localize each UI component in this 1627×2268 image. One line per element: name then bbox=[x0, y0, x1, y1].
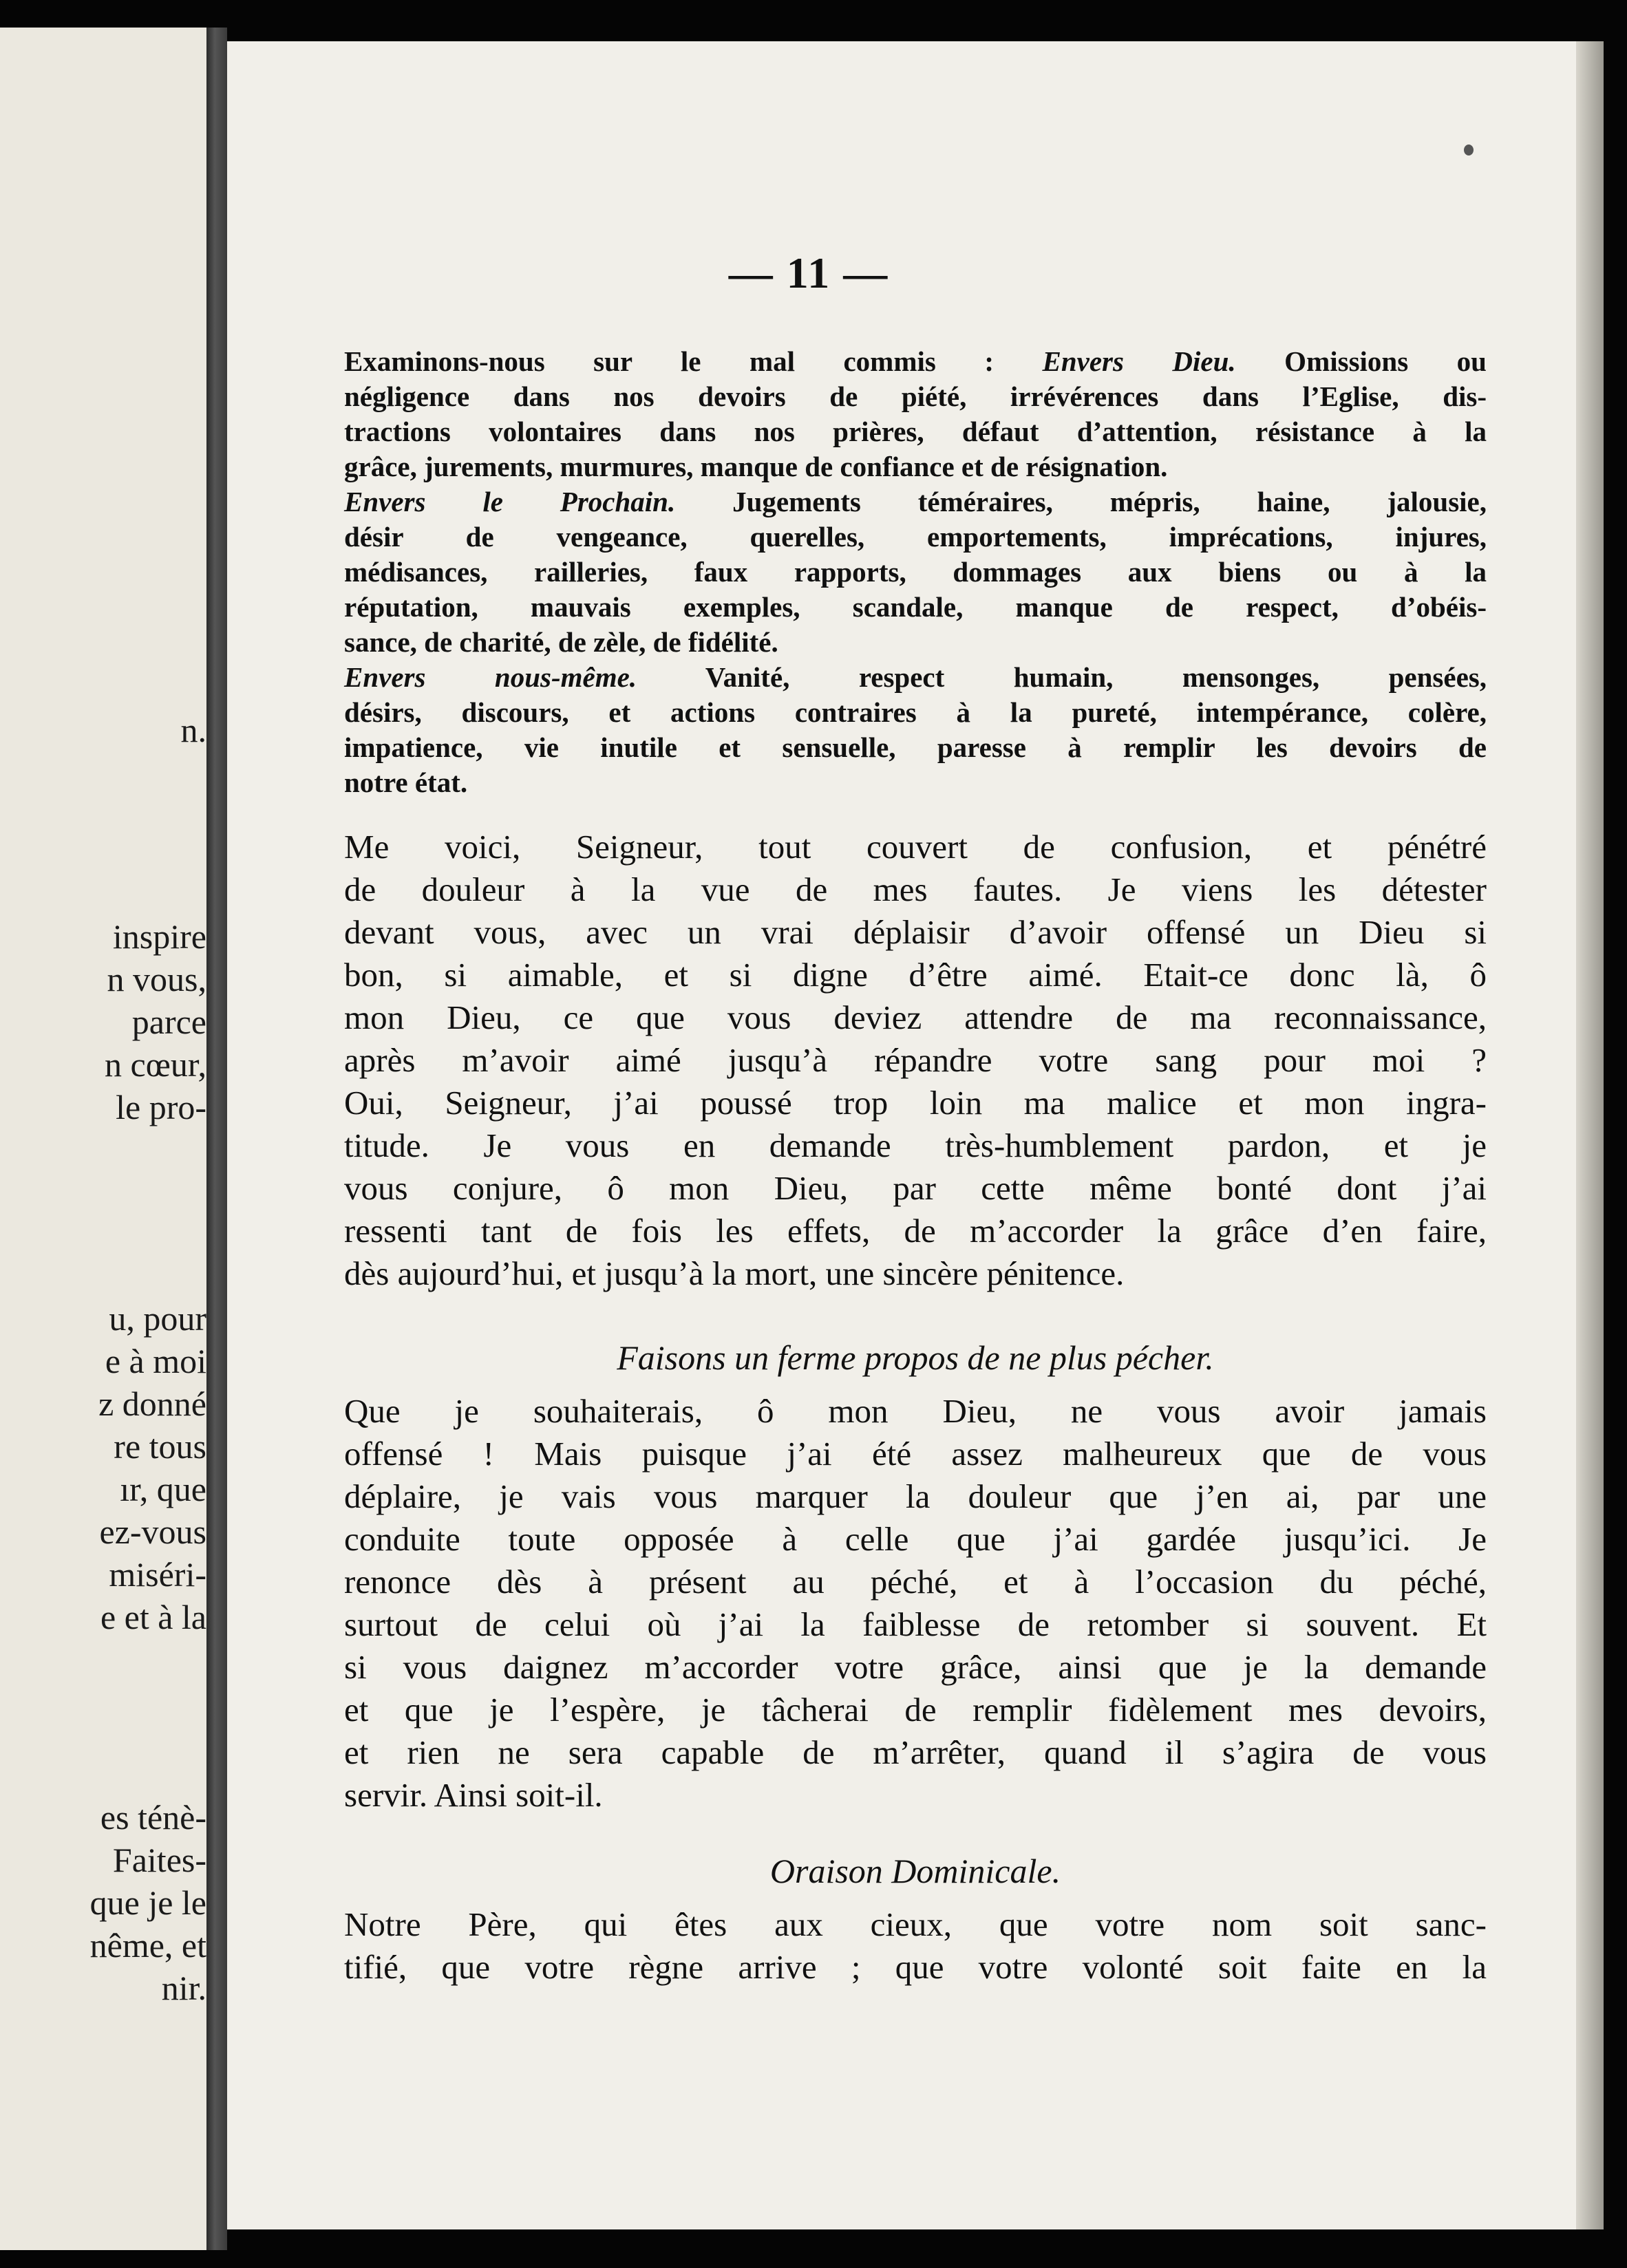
text-line: renonce dès à présent au péché, et à l’occasion du péché, bbox=[344, 1563, 1487, 1601]
left-fragment-line: nir. bbox=[161, 1969, 206, 2007]
text-line: dès aujourd’hui, et jusqu’à la mort, une sincère pénitence. bbox=[344, 1254, 1125, 1292]
lords-prayer bbox=[344, 1903, 1487, 1989]
left-fragment-line: n. bbox=[180, 711, 206, 749]
section-subheading: Envers le Prochain. bbox=[344, 486, 676, 517]
left-fragment-line: inspire bbox=[112, 917, 206, 956]
left-fragment-line: Faites- bbox=[112, 1841, 206, 1879]
text-line: mon Dieu, ce que vous deviez attendre de ma reconnaissance, bbox=[344, 998, 1487, 1036]
text-line: Me voici, Seigneur, tout couvert de confusion, et pénétré bbox=[344, 828, 1487, 866]
left-fragment-group-c bbox=[0, 1297, 206, 1638]
text-line: et rien ne sera capable de m’arrêter, quand il s’agira de vous bbox=[344, 1733, 1487, 1771]
left-fragment-line: n cœur, bbox=[105, 1045, 206, 1084]
text-line: Que je souhaiterais, ô mon Dieu, ne vous avoir jamais bbox=[344, 1392, 1487, 1430]
left-fragment-group-b bbox=[0, 915, 206, 1128]
text-line: impatience, vie inutile et sensuelle, paresse à remplir les devoirs de bbox=[344, 731, 1487, 763]
act-of-contrition bbox=[344, 826, 1487, 1295]
book-gutter bbox=[206, 28, 227, 2250]
page-number: — 11 — bbox=[728, 248, 889, 297]
section-subheading: Envers nous-même. bbox=[344, 661, 637, 693]
text-line: grâce, jurements, murmures, manque de confiance et de résignation. bbox=[344, 451, 1168, 482]
left-fragment-line: u, pour bbox=[109, 1299, 206, 1338]
left-fragment-group-a bbox=[0, 709, 206, 751]
text-line: notre état. bbox=[344, 767, 468, 798]
examination-of-conscience bbox=[344, 344, 1487, 800]
text-line: bon, si aimable, et si digne d’être aimé. Etait-ce donc là, ô bbox=[344, 956, 1487, 994]
text-line: déplaire, je vais vous marquer la douleur que j’en ai, par une bbox=[344, 1477, 1487, 1515]
text-line: tractions volontaires dans nos prières, défaut d’attention, résistance à la bbox=[344, 416, 1487, 447]
firm-resolution-prayer bbox=[344, 1390, 1487, 1817]
text-line: titude. Je vous en demande très-humblement pardon, et je bbox=[344, 1126, 1487, 1164]
text-line: désirs, discours, et actions contraires à la pureté, intempérance, colère, bbox=[344, 696, 1487, 728]
text-line: de douleur à la vue de mes fautes. Je viens les détester bbox=[344, 870, 1487, 908]
section-subheading: Envers Dieu. bbox=[1042, 345, 1236, 377]
text-line: désir de vengeance, querelles, emportements, imprécations, injures, bbox=[344, 521, 1487, 553]
text-line: conduite toute opposée à celle que j’ai gardée jusqu’ici. Je bbox=[344, 1520, 1487, 1558]
left-fragment-line: n vous, bbox=[107, 960, 206, 998]
left-fragment-line: parce bbox=[131, 1003, 206, 1041]
text-line: servir. Ainsi soit-il. bbox=[344, 1776, 603, 1814]
resolution-heading: Faisons un ferme propos de ne plus pécher. bbox=[617, 1338, 1214, 1377]
previous-page-fragment bbox=[0, 28, 206, 2250]
text-line: et que je l’espère, je tâcherai de remplir fidèlement mes devoirs, bbox=[344, 1691, 1487, 1729]
text-line: Oui, Seigneur, j’ai poussé trop loin ma malice et mon ingra- bbox=[344, 1084, 1487, 1122]
left-fragment-line: re tous bbox=[114, 1427, 206, 1466]
text-line: ressenti tant de fois les effets, de m’accorder la grâce d’en faire, bbox=[344, 1212, 1487, 1250]
left-fragment-line: z donné bbox=[98, 1384, 206, 1423]
left-fragment-line: ır, que bbox=[120, 1470, 206, 1508]
left-fragment-line: le pro- bbox=[116, 1088, 206, 1126]
text-line: Examinons-nous sur le mal commis : Envers Dieu. Omissions ou bbox=[344, 345, 1487, 377]
text-line: vous conjure, ô mon Dieu, par cette même bonté dont j’ai bbox=[344, 1169, 1487, 1207]
left-fragment-line: e et à la bbox=[100, 1598, 206, 1636]
text-line: si vous daignez m’accorder votre grâce, ainsi que je la demande bbox=[344, 1648, 1487, 1686]
left-fragment-line: que je le bbox=[89, 1883, 206, 1922]
text-line: tifié, que votre règne arrive ; que votre volonté soit faite en la bbox=[344, 1948, 1487, 1986]
page-edge-shadow bbox=[1576, 41, 1604, 2229]
text-line: offensé ! Mais puisque j’ai été assez malheureux que de vous bbox=[344, 1435, 1487, 1473]
left-fragment-line: e à moi bbox=[105, 1342, 206, 1380]
text-line: Envers nous-même. Vanité, respect humain, mensonges, pensées, bbox=[344, 661, 1487, 693]
text-line: Notre Père, qui êtes aux cieux, que votre nom soit sanc- bbox=[344, 1905, 1487, 1943]
left-fragment-group-d bbox=[0, 1796, 206, 2009]
text-line: Envers le Prochain. Jugements téméraires, mépris, haine, jalousie, bbox=[344, 486, 1487, 517]
text-line: devant vous, avec un vrai déplaisir d’avoir offensé un Dieu si bbox=[344, 913, 1487, 951]
ink-blot bbox=[1464, 145, 1474, 156]
text-line: négligence dans nos devoirs de piété, irrévérences dans l’Eglise, dis- bbox=[344, 381, 1487, 412]
left-fragment-line: ez-vous bbox=[99, 1512, 206, 1551]
left-fragment-line: es ténè- bbox=[100, 1798, 206, 1837]
left-fragment-line: nême, et bbox=[89, 1926, 206, 1965]
left-fragment-line: miséri- bbox=[109, 1555, 206, 1594]
text-line: surtout de celui où j’ai la faiblesse de retomber si souvent. Et bbox=[344, 1605, 1487, 1643]
text-line: après m’avoir aimé jusqu’à répandre votre sang pour moi ? bbox=[344, 1041, 1487, 1079]
lords-prayer-heading: Oraison Dominicale. bbox=[769, 1852, 1061, 1890]
text-line: sance, de charité, de zèle, de fidélité. bbox=[344, 626, 778, 658]
book-page bbox=[227, 41, 1597, 2229]
text-line: médisances, railleries, faux rapports, dommages aux biens ou à la bbox=[344, 556, 1487, 588]
text-line: réputation, mauvais exemples, scandale, manque de respect, d’obéis- bbox=[344, 591, 1487, 623]
